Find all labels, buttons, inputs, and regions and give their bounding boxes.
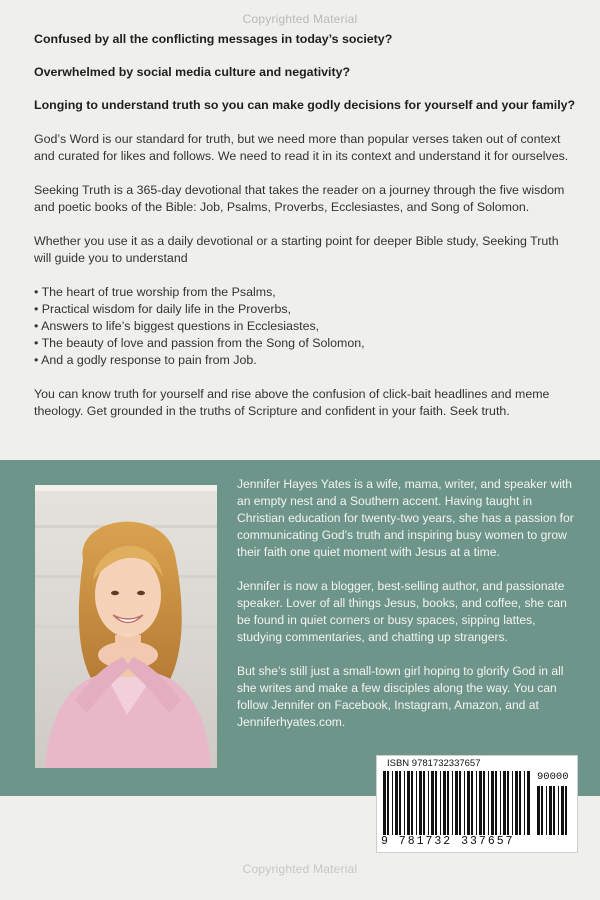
isbn-barcode <box>376 755 578 853</box>
list-item: • Answers to life’s biggest questions in Ecclesiastes, <box>34 318 570 335</box>
paragraph-closing: You can know truth for yourself and rise above the confusion of click-bait headlines and meme theology. Get grounded in the truths of Scripture and confident in your faith. Seek truth. <box>34 387 550 418</box>
list-item: • Practical wisdom for daily life in the Proverbs, <box>34 301 570 318</box>
barcode-bars <box>383 771 533 835</box>
watermark-top: Copyrighted Material <box>242 12 358 26</box>
author-portrait-image <box>35 485 217 768</box>
question-2: Overwhelmed by social media culture and negativity? <box>34 65 351 79</box>
author-bio <box>237 476 575 748</box>
bio-paragraph-3: But she’s still just a small-town girl hoping to glorify God in all she writes and make a few disciples along the way. You can follow Jennifer on Facebook, Instagram, Amazon, and at Jenniferhyates.com. <box>237 664 564 729</box>
list-item: • And a godly response to pain from Job. <box>34 352 570 369</box>
bio-paragraph-1: Jennifer Hayes Yates is a wife, mama, writer, and speaker with an empty nest and a Southern accent. Having taught in Christian education for twenty-two years, she has a passion for communicating God’s truth and inspiring busy women to grow their faith one quiet moment with Jesus at a time. <box>237 477 574 559</box>
watermark-bottom: Copyrighted Material <box>242 862 358 876</box>
question-3: Longing to understand truth so you can make godly decisions for yourself and your family? <box>34 98 576 112</box>
paragraph-gods-word: God’s Word is our standard for truth, but we need more than popular verses taken out of context and curated for likes and follows. We need to read it in its context and understand it for ourselves. <box>34 132 569 163</box>
list-item: • The beauty of love and passion from the Song of Solomon, <box>34 335 570 352</box>
isbn-label: ISBN 9781732337657 <box>387 758 481 769</box>
question-1: Confused by all the conflicting messages in today’s society? <box>34 32 393 46</box>
price-code: 90000 <box>537 771 569 783</box>
isbn-digits: 9 781732 337657 <box>381 835 515 848</box>
list-item: • The heart of true worship from the Psalms, <box>34 284 570 301</box>
back-cover-blurb <box>34 32 576 437</box>
bio-paragraph-2: Jennifer is now a blogger, best-selling author, and passionate speaker. Lover of all things Jesus, books, and coffee, she can be found in quiet corners or busy spaces, sipping lattes, studying commentaries, and chatting up strangers. <box>237 579 567 644</box>
bullet-list <box>34 284 570 369</box>
paragraph-whether: Whether you use it as a daily devotional or a starting point for deeper Bible study, Seeking Truth will guide you to understand <box>34 234 559 265</box>
author-photo <box>35 485 217 768</box>
price-barcode-bars <box>537 786 571 835</box>
paragraph-seeking-truth: Seeking Truth is a 365-day devotional that takes the reader on a journey through the five wisdom and poetic books of the Bible: Job, Psalms, Proverbs, Ecclesiastes, and Song of Solomon. <box>34 183 565 214</box>
